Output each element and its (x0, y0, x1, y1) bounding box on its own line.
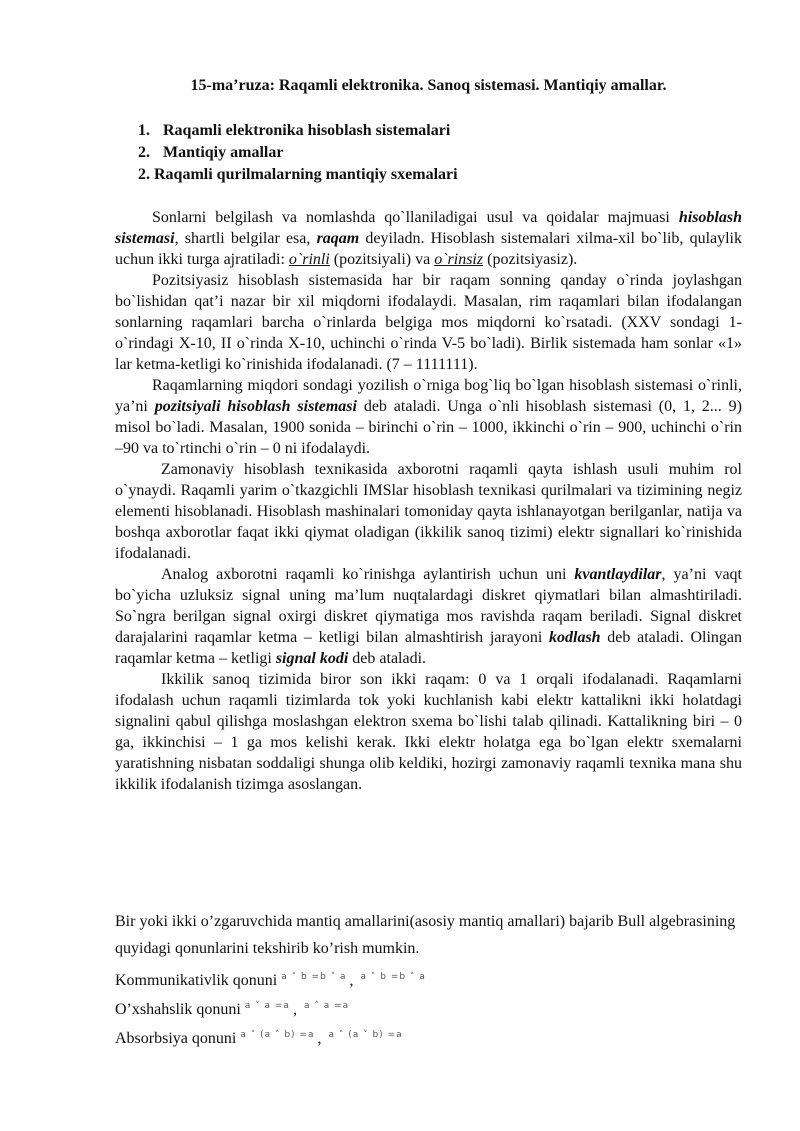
law-absorption: Absorbsiya qonuni $^{a ˅ (a ˄ b) =a}$ , $^{a ˄ (a ˅ b) =a}$ (115, 1030, 403, 1047)
lecture-title: 15-ma’ruza: Raqamli elektronika. Sanoq sistemasi. Mantiqiy amallar. (190, 77, 667, 94)
paragraph-binary: Ikkilik sanoq tizimida biror son ikki raqam: 0 va 1 orqali ifodalanadi. Raqamlarni ifodalash uchun raqamli tizimlarda tok yoki kuchlanish kabi elektr kattalikni ikki holatdagi signalini qabul qilishga moslashgan elektron sxema bo`lishi talab qilinadi. Kattalikning biri – 0 ga, ikkinchisi – 1 ga mos kelishi kerak. Ikki elektr holatga ega bo`lgan elektr sxemalarni yaratishning nisbatan soddaligi shunga olib keldiki, hozirgi zamonaviy raqamli texnika mana shu ikkilik ifodalanish tizimga asoslangan. (115, 671, 742, 793)
lecture-body (115, 207, 742, 795)
paragraph-quantization: Analog axborotni raqamli ko`rinishga aylantirish uchun uni kvantlaydilar, ya’ni vaqt bo`yicha uzluksiz signal uning ma’lum nuqtalardagi diskret qiymatlari bilan almashtiriladi. So`ngra berilgan signal oxirgi diskret qiymatiga mos ravishda raqam beriladi. Signal diskret darajalarini raqamlar ketma – ketligi bilan almashtirish jarayoni kodlash deb ataladi. Olingan raqamlar ketma – ketligi signal kodi deb ataladi. (115, 566, 743, 667)
paragraph-digital-processing: Zamonaviy hisoblash texnikasida axborotni raqamli qayta ishlash usuli muhim rol o`ynaydi. Raqamli yarim o`tkazgichli IMSlar hisoblash texnikasi qurilmalari va tizimining negiz elementi hisoblanadi. Hisoblash mashinalari tomoniday qayta ishlanayotgan berilganlar, natija va boshqa axborotlar faqat ikki qiymat oladigan (ikkilik sanoq tizimi) elektr signallari ko`rinishida ifodalanadi. (115, 461, 742, 562)
term-quantize: kvantlaydilar (574, 566, 662, 583)
formula: a ˄ (a ˅ b) =a (328, 1030, 403, 1040)
topic-item: 2. Raqamli qurilmalarning mantiqiy sxemalari (138, 166, 458, 183)
law-idempotent: O’xshahslik qonuni $^{a ˅ a =a}$ , $^{a ˄ a =a}$ (115, 1001, 350, 1018)
paragraph-positional: Raqamlarning miqdori sondagi yozilish o`rniga bog`liq bo`lgan hisoblash sistemasi o`rinli, ya’ni pozitsiyali hisoblash sistemasi deb ataladi. Unga o`nli hisoblash sistemasi (0, 1, 2... 9) misol bo`ladi. Masalan, 1900 sonida – birinchi o`rin – 1000, ikkinchi o`rin – 900, uchinchi o`rin –90 va to`rtinchi o`rin – 0 ni ifodalaydi. (115, 377, 743, 457)
topic-list (138, 120, 458, 186)
boolean-intro: Bir yoki ikki o’zgaruvchida mantiq amallarini(asosiy mantiq amallari) bajarib Bull algebrasining quyidagi qonunlarini tekshirib ko’rish mumkin. (115, 913, 736, 957)
term-positional: o`rinli (288, 251, 330, 268)
paragraph-number-systems: Sonlarni belgilash va nomlashda qo`llaniladigai usul va qoidalar majmuasi hisoblash sistemasi, shartli belgilar esa, raqam deyiladn. Hisoblash sistemalari xilma-xil bo`lib, qulaylik uchun ikki turga ajratiladi: o`rinli (pozitsiyali) va o`rinsiz (pozitsiyasiz). (115, 209, 743, 268)
paragraph-non-positional: Pozitsiyasiz hisoblash sistemasida har bir raqam sonning qanday o`rinda joylashgan bo`lishidan qat’i nazar bir xil miqdorni ifodalaydi. Masalan, rim raqamlari bilan ifodalangan sonlarning raqamlari barcha o`rinlarda belgiga mos miqdorni ko`rsatadi. (XXV sondagi 1-o`rindagi X-10, II o`rinda X-10, uchinchi o`rinda V-5 bo`ladi). Birlik sistemada ham sonlar «1» lar ketma-ketligi ko`rinishida ifodalanadi. (7 – 1111111). (115, 272, 742, 373)
boolean-laws (115, 965, 426, 1052)
term-digit: raqam (316, 230, 360, 247)
term-number-system: hisoblash sistemasi (115, 209, 742, 247)
term-signal-code: signal kodi (275, 650, 349, 667)
term-coding: kodlash (549, 629, 601, 646)
term-positional-system: pozitsiyali hisoblash sistemasi (154, 398, 357, 415)
law-commutative: Kommunikativlik qonuni $^{a ˅ b =b ˅ a}$ , $^{a ˄ b =b ˄ a}$ (115, 972, 426, 989)
formula: a ˅ b =b ˅ a (281, 972, 347, 982)
term-non-positional: o`rinsiz (434, 251, 484, 268)
formula: a ˅ a =a (244, 1001, 290, 1011)
topic-item: 1. Raqamli elektronika hisoblash sistemalari (138, 122, 451, 139)
formula: a ˄ a =a (303, 1001, 350, 1011)
topic-item: 2. Mantiqiy amallar (138, 144, 284, 161)
formula: a ˅ (a ˄ b) =a (240, 1030, 315, 1040)
formula: a ˄ b =b ˄ a (360, 972, 426, 982)
